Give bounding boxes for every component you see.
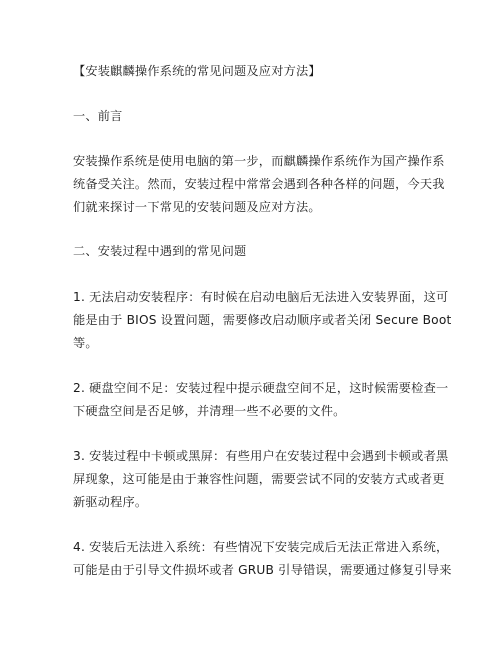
problem-item-4-line: 4. 安装后无法进入系统：有些情况下安装完成后无法正常进入系统， — [73, 540, 449, 554]
problem-item-2-line: 下硬盘空间是否足够，并清理一些不必要的文件。 — [73, 404, 346, 418]
intro-line: 安装操作系统是使用电脑的第一步，而麒麟操作系统作为国产操作系 — [73, 154, 445, 168]
problem-item-1-line: 能是由于 BIOS 设置问题，需要修改启动顺序或者关闭 Secure Boot — [73, 313, 452, 327]
problem-item-2-line: 2. 硬盘空间不足：安装过程中提示硬盘空间不足，这时候需要检查一 — [73, 381, 449, 395]
intro-line: 统备受关注。然而，安装过程中常常会遇到各种各样的问题，今天我 — [73, 177, 445, 191]
problem-item-4-line: 可能是由于引导文件损坏或者 GRUB 引导错误，需要通过修复引导来 — [73, 563, 452, 577]
problem-item-3-line: 新驱动程序。 — [73, 495, 148, 509]
intro-line: 们就来探讨一下常见的安装问题及应对方法。 — [73, 200, 321, 214]
problem-item-3-line: 屏现象，这可能是由于兼容性问题，需要尝试不同的安装方式或者更 — [73, 472, 445, 486]
problem-item-1-line: 1. 无法启动安装程序：有时候在启动电脑后无法进入安装界面，这可 — [73, 290, 449, 304]
problem-item-1-line: 等。 — [73, 336, 98, 350]
section-heading-common-problems: 二、安装过程中遇到的常见问题 — [73, 244, 247, 258]
document-title: 【安装麒麟操作系统的常见问题及应对方法】 — [73, 64, 321, 78]
section-heading-preface: 一、前言 — [73, 109, 123, 123]
problem-item-3-line: 3. 安装过程中卡顿或黑屏：有些用户在安装过程中会遇到卡顿或者黑 — [73, 449, 449, 463]
